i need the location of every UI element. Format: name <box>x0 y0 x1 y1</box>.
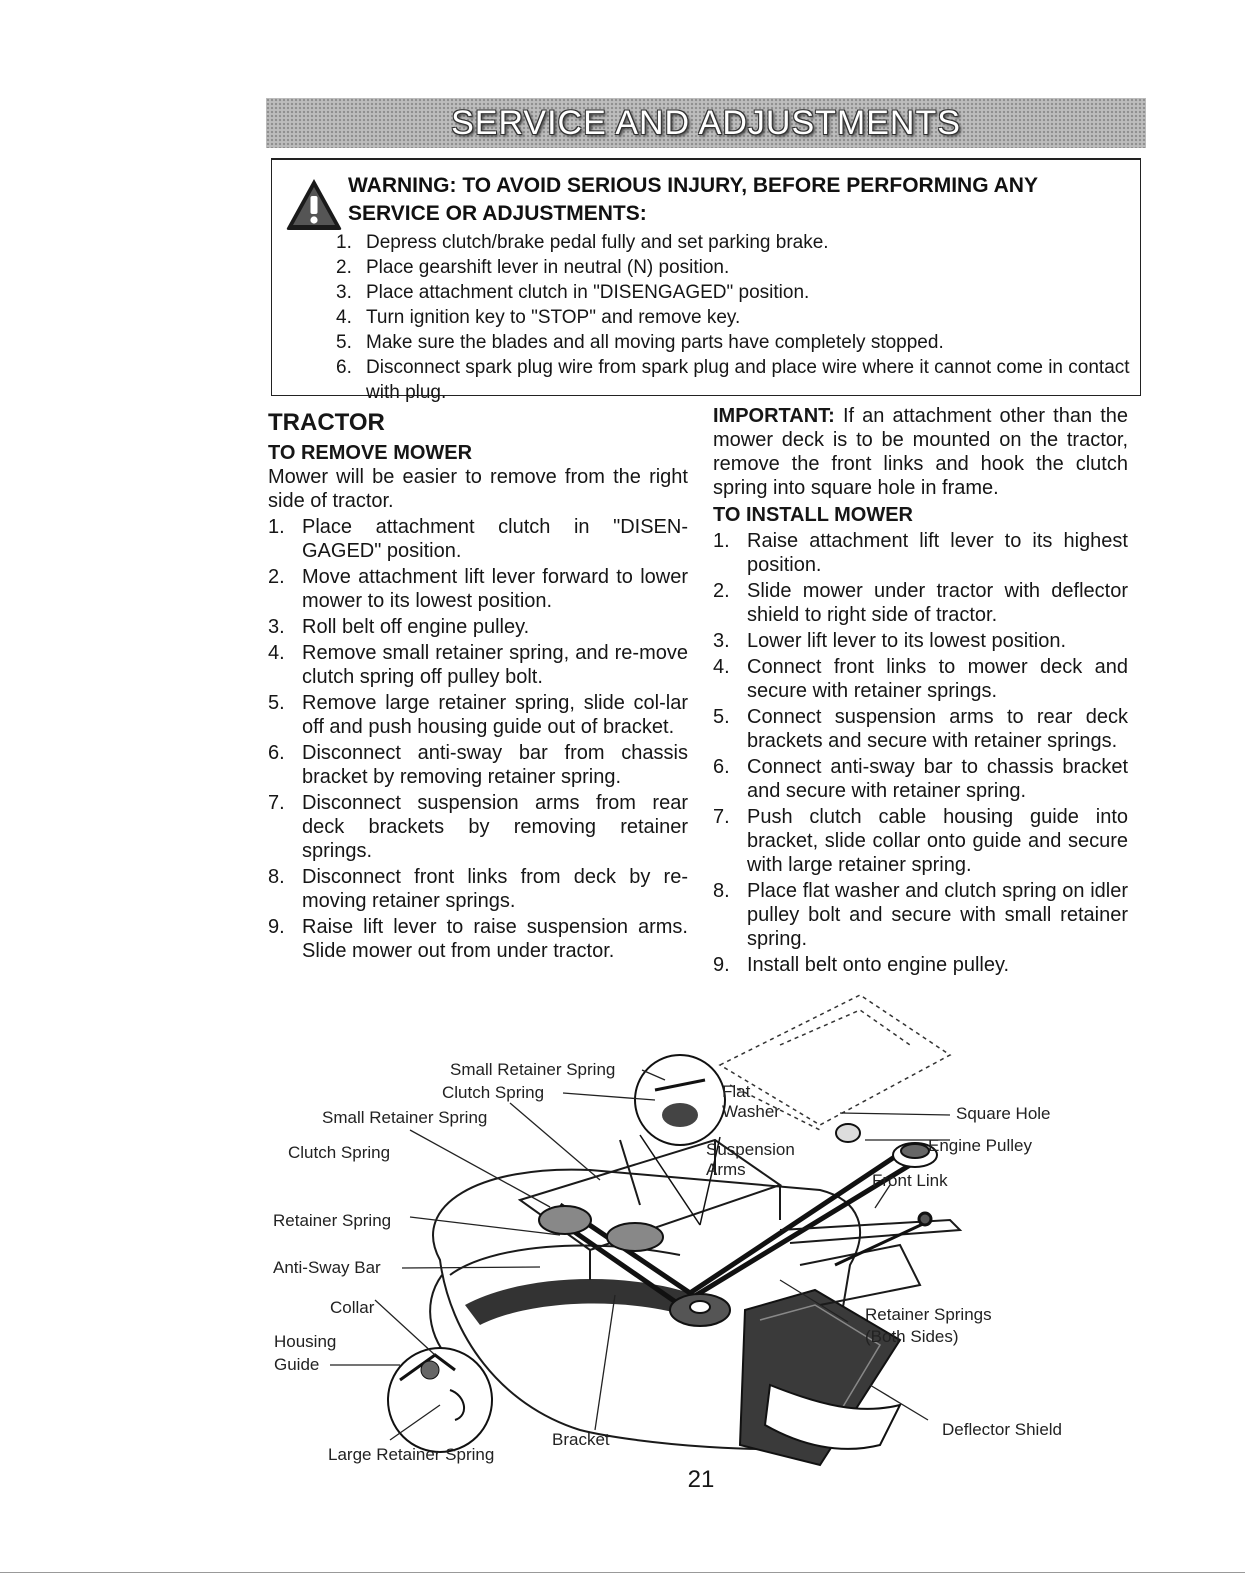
warning-item-number: 1. <box>336 232 352 253</box>
step-number: 8. <box>268 866 285 888</box>
step-number: 6. <box>268 742 285 764</box>
important-note <box>713 404 1128 500</box>
label-arms: Arms <box>706 1160 746 1179</box>
bottom-rule <box>0 1572 1245 1573</box>
step-text: Raise lift lever to raise suspension arms. Slide mower out from under tractor. <box>302 916 688 962</box>
remove-intro: Mower will be easier to remove from the right side of tractor. <box>268 466 688 512</box>
step-number: 7. <box>268 792 285 814</box>
warning-triangle-icon <box>284 176 344 232</box>
warning-item-text: Disconnect spark plug wire from spark plug and place wire where it cannot come in contact with plug. <box>366 357 1130 403</box>
remove-step <box>268 615 688 639</box>
step-text: Connect anti-sway bar to chassis bracket and secure with retainer spring. <box>747 756 1128 802</box>
step-text: Connect front links to mower deck and secure with retainer springs. <box>747 656 1128 702</box>
label-retainer-spring: Retainer Spring <box>273 1211 392 1230</box>
step-number: 5. <box>713 706 730 728</box>
step-text: Remove small retainer spring, and re-move clutch spring off pulley bolt. <box>302 642 688 688</box>
warning-heading <box>348 172 1128 228</box>
remove-step <box>268 565 688 613</box>
step-text: Install belt onto engine pulley. <box>747 954 1010 976</box>
warning-item-text: Depress clutch/brake pedal fully and set parking brake. <box>366 232 829 253</box>
step-number: 3. <box>713 630 730 652</box>
warning-item <box>336 330 1136 355</box>
label-clutch-spring-top: Clutch Spring <box>442 1083 545 1102</box>
warning-item <box>336 305 1136 330</box>
subtitle-install-mower: TO INSTALL MOWER <box>713 504 913 526</box>
install-step <box>713 953 1128 977</box>
step-text: Disconnect suspension arms from rear deck brackets by removing retainer springs. <box>302 792 688 862</box>
label-square-hole: Square Hole <box>956 1104 1051 1123</box>
label-small-retainer-spring-left: Small Retainer Spring <box>322 1108 488 1127</box>
label-flat: Flat <box>722 1082 751 1101</box>
warning-item-text: Place gearshift lever in neutral (N) position. <box>366 257 730 278</box>
step-text: Roll belt off engine pulley. <box>302 616 530 638</box>
label-retainer-springs: Retainer Springs <box>865 1305 992 1324</box>
warning-item-text: Turn ignition key to "STOP" and remove key. <box>366 307 741 328</box>
label-clutch-spring-left: Clutch Spring <box>288 1143 391 1162</box>
section-banner <box>266 98 1146 148</box>
page-number: 21 <box>687 1466 715 1493</box>
step-text: Slide mower under tractor with deflector shield to right side of tractor. <box>747 580 1128 626</box>
section-title-tractor: TRACTOR <box>268 409 385 436</box>
remove-step <box>268 515 688 563</box>
step-text: Lower lift lever to its lowest position. <box>747 630 1067 652</box>
warning-list <box>336 230 1136 405</box>
remove-step <box>268 641 688 689</box>
warning-item <box>336 280 1136 305</box>
banner-title: SERVICE AND ADJUSTMENTS <box>451 103 961 142</box>
remove-step <box>268 741 688 789</box>
step-text: Connect suspension arms to rear deck brackets and secure with retainer springs. <box>747 706 1128 752</box>
warning-item-number: 5. <box>336 332 352 353</box>
step-number: 6. <box>713 756 730 778</box>
label-collar: Collar <box>330 1298 375 1317</box>
step-number: 4. <box>713 656 730 678</box>
left-column <box>268 408 688 965</box>
install-step <box>713 705 1128 753</box>
step-text: Push clutch cable housing guide into bracket, slide collar onto guide and secure with large retainer spring. <box>747 806 1128 876</box>
step-number: 8. <box>713 880 730 902</box>
remove-step <box>268 865 688 913</box>
warning-item-number: 6. <box>336 357 352 378</box>
warning-item <box>336 255 1136 280</box>
step-number: 1. <box>713 530 730 552</box>
step-text: Raise attachment lift lever to its highest position. <box>747 530 1128 576</box>
install-step <box>713 879 1128 951</box>
label-anti-sway-bar: Anti-Sway Bar <box>273 1258 381 1277</box>
right-column <box>713 404 1128 979</box>
step-text: Disconnect anti-sway bar from chassis bracket by removing retainer spring. <box>302 742 688 788</box>
label-bracket: Bracket <box>552 1430 610 1449</box>
step-number: 5. <box>268 692 285 714</box>
label-housing: Housing <box>274 1332 337 1351</box>
warning-heading-line1: WARNING: TO AVOID SERIOUS INJURY, BEFORE PERFORMING ANY <box>348 174 1038 197</box>
remove-step <box>268 915 688 963</box>
install-steps <box>713 529 1128 977</box>
install-step <box>713 529 1128 577</box>
important-text: If an attachment other than the mower deck is to be mounted on the tractor, remove the front links and hook the clutch spring into square hole in frame. <box>713 405 1128 499</box>
step-number: 7. <box>713 806 730 828</box>
install-step <box>713 805 1128 877</box>
detail-circle-bottom <box>388 1348 492 1452</box>
step-number: 9. <box>713 954 730 976</box>
step-text: Place attachment clutch in "DISEN-GAGED" position. <box>302 516 688 562</box>
warning-box <box>271 158 1141 403</box>
label-front-link: Front Link <box>872 1171 948 1190</box>
warning-heading-line2: SERVICE OR ADJUSTMENTS: <box>348 202 647 225</box>
label-small-retainer-spring-top: Small Retainer Spring <box>450 1060 616 1079</box>
install-step <box>713 629 1128 653</box>
label-guide: Guide <box>274 1355 320 1374</box>
step-number: 2. <box>713 580 730 602</box>
warning-item <box>336 230 1136 255</box>
step-text: Remove large retainer spring, slide col-lar off and push housing guide out of bracket. <box>302 692 688 738</box>
mower-installation-diagram <box>260 975 1150 1485</box>
step-number: 4. <box>268 642 285 664</box>
warning-item-number: 4. <box>336 307 352 328</box>
install-step <box>713 755 1128 803</box>
step-number: 9. <box>268 916 285 938</box>
label-deflector-shield: Deflector Shield <box>942 1420 1063 1439</box>
remove-step <box>268 691 688 739</box>
subtitle-remove-mower: TO REMOVE MOWER <box>268 442 473 464</box>
warning-item <box>336 355 1136 405</box>
label-both-sides: (Both Sides) <box>865 1327 959 1346</box>
label-engine-pulley: Engine Pulley <box>928 1136 1032 1155</box>
warning-item-text: Place attachment clutch in "DISENGAGED" position. <box>366 282 810 303</box>
warning-item-number: 2. <box>336 257 352 278</box>
step-text: Move attachment lift lever forward to lower mower to its lowest position. <box>302 566 688 612</box>
remove-step <box>268 791 688 863</box>
install-step <box>713 655 1128 703</box>
label-large-retainer-spring: Large Retainer Spring <box>328 1445 495 1464</box>
step-text: Disconnect front links from deck by re-moving retainer springs. <box>302 866 688 912</box>
install-step <box>713 579 1128 627</box>
warning-item-number: 3. <box>336 282 352 303</box>
label-suspension: Suspension <box>706 1140 795 1159</box>
step-number: 1. <box>268 516 285 538</box>
important-label: IMPORTANT: <box>713 405 835 427</box>
step-number: 2. <box>268 566 285 588</box>
label-washer: Washer <box>722 1102 780 1121</box>
remove-steps <box>268 515 688 963</box>
step-number: 3. <box>268 616 285 638</box>
step-text: Place flat washer and clutch spring on idler pulley bolt and secure with small retainer spring. <box>747 880 1128 950</box>
warning-item-text: Make sure the blades and all moving parts have completely stopped. <box>366 332 944 353</box>
